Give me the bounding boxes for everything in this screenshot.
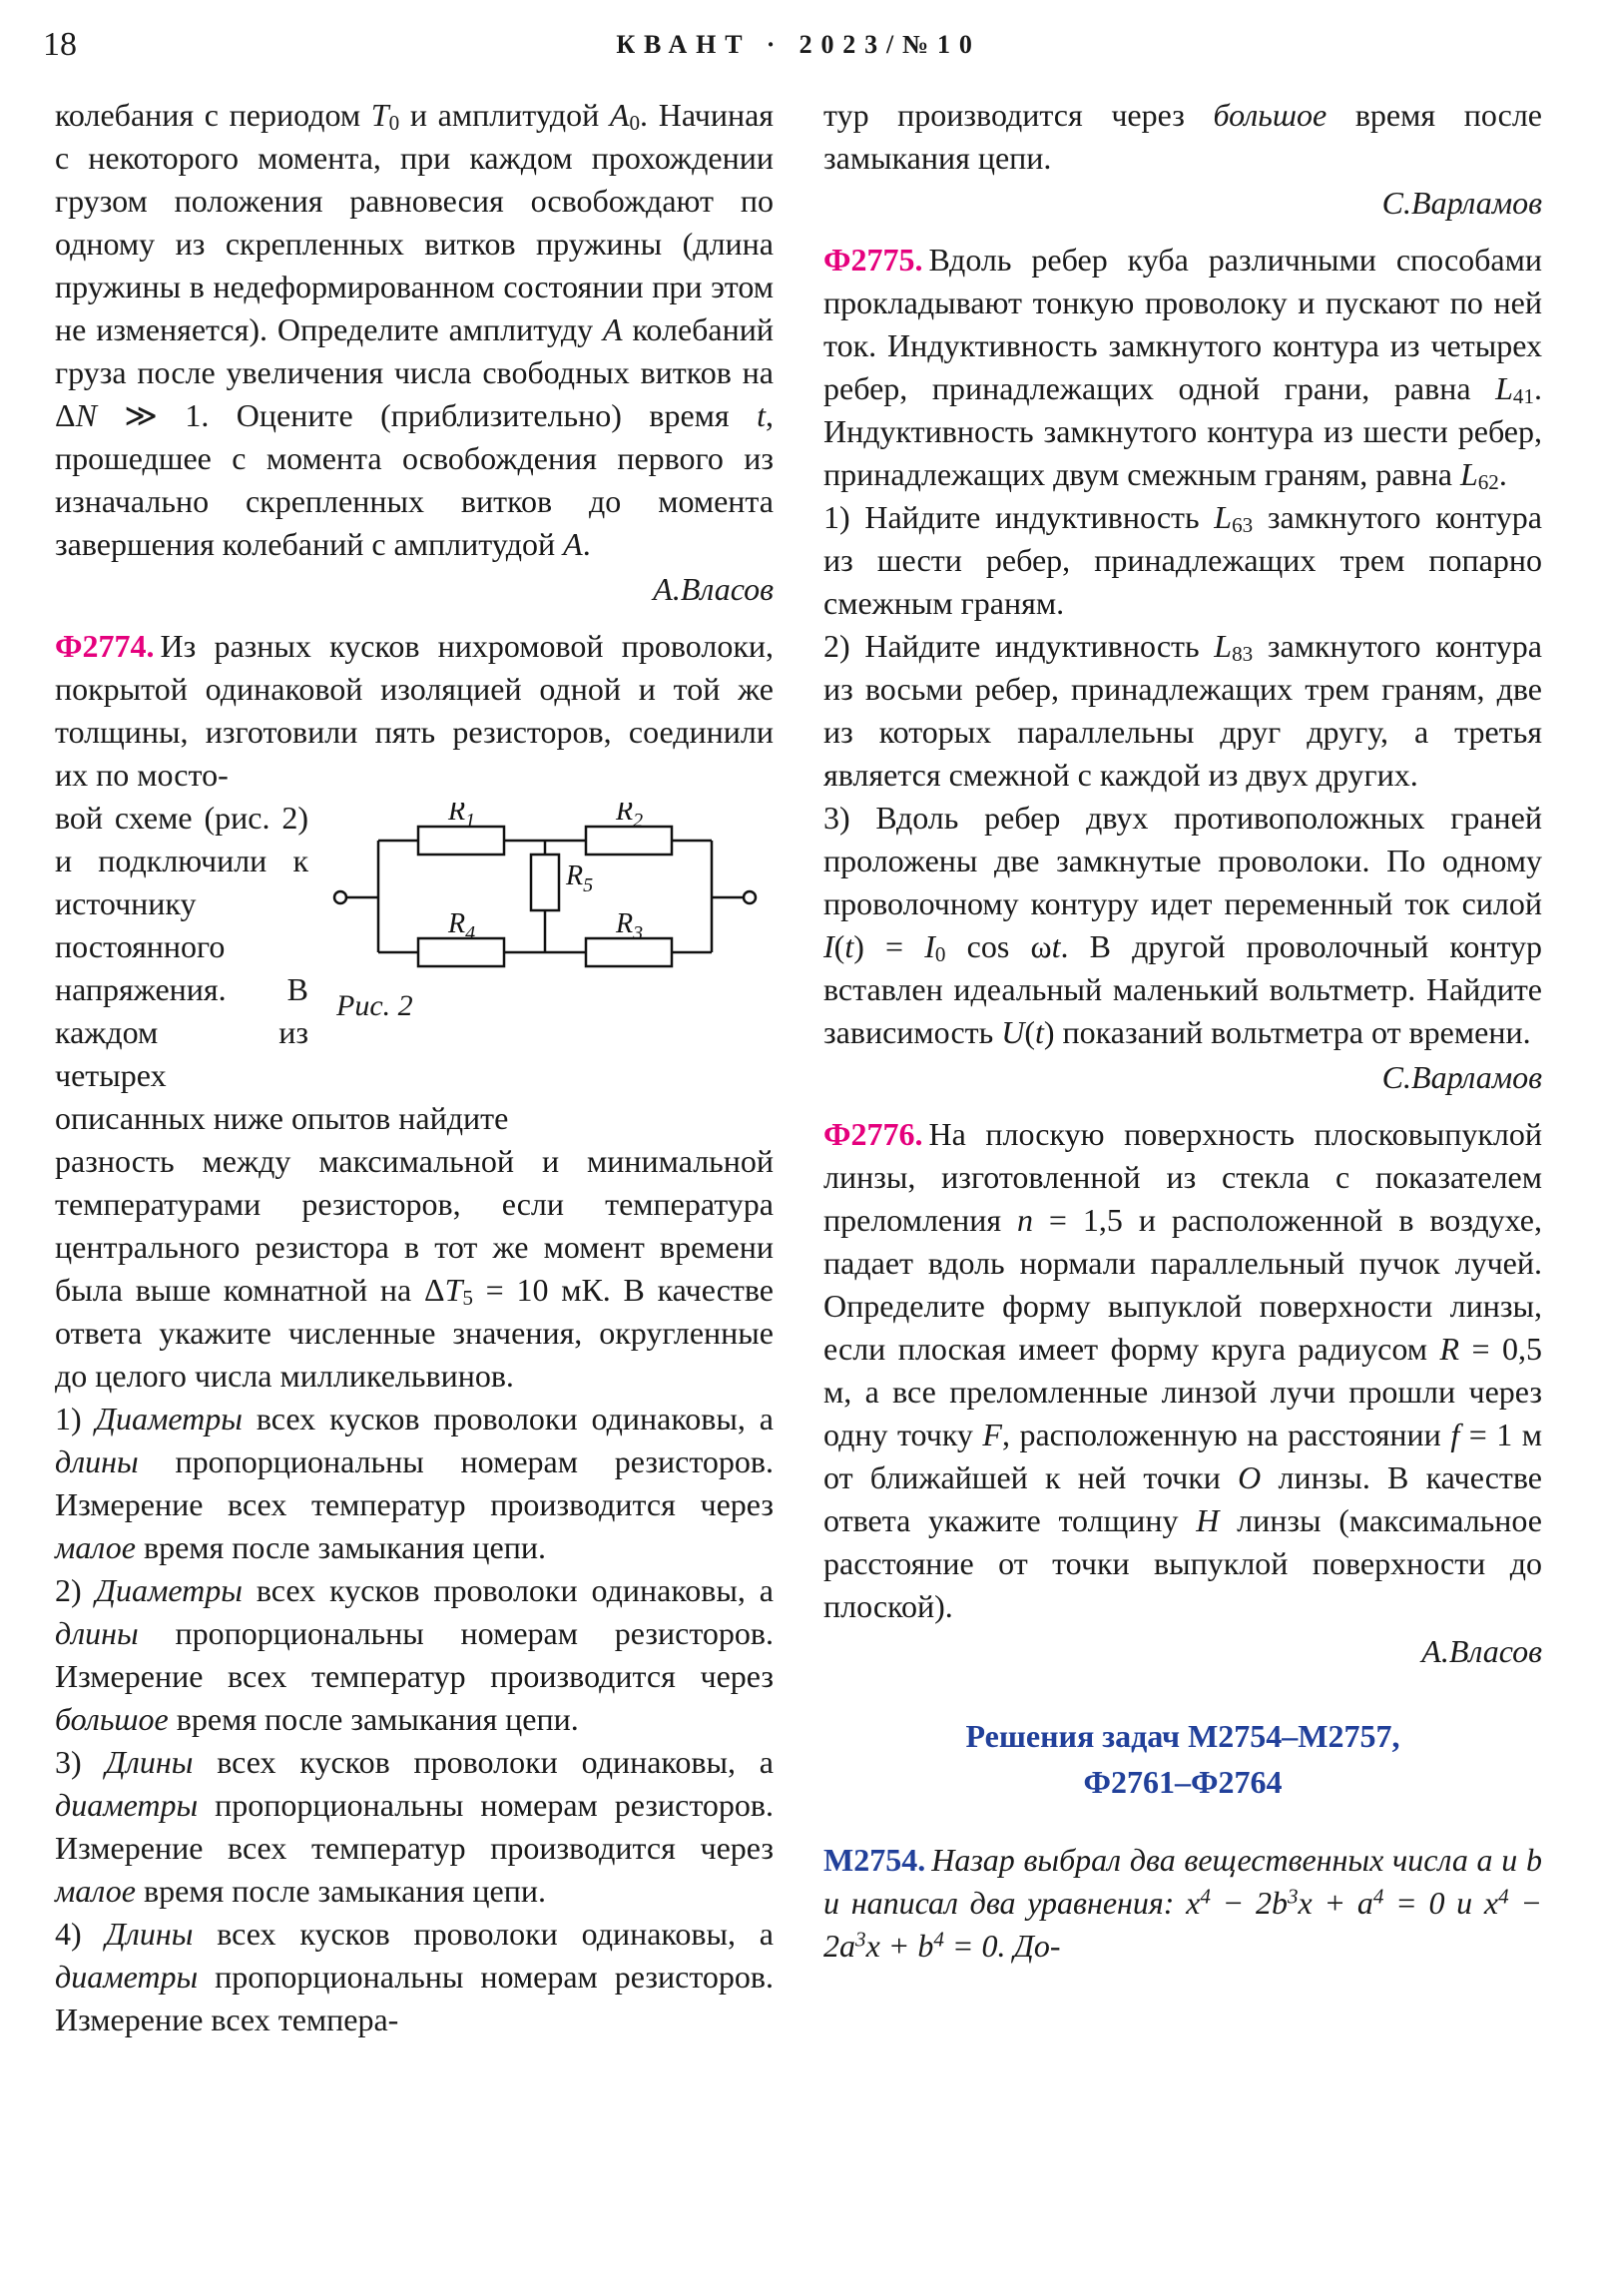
f2774-continued-text: тур производится через большое время после замыкания цепи. xyxy=(823,97,1543,176)
f2776-text: На плоскую поверхность плосковыпуклой линзы, изготовленной из стекла с показателем преломления n = 1,5 и расположенной в воздухе, падает вдоль нормали параллельный пучок лучей. Определите форму выпуклой поверхности линзы, если плоская имеет форму круга радиусом R = 0,5 м, а все преломленные линзой лучи прошли через одну точку F, расположенную на расстоянии f = 1 м от ближайшей к ней точки O линзы. В качестве ответа укажите толщину H линзы (максимальное расстояние от точки выпуклой поверхности до плоской). xyxy=(823,1116,1543,1624)
f2775-item-1: 1) Найдите индуктивность $L_{63}$ замкнутого контура из шести ребер, принадлежащих трем попарно смежным граням. xyxy=(823,499,1542,621)
resistor-r2-box xyxy=(586,827,672,855)
f2774-figure-wrap xyxy=(55,797,774,1140)
author-signature-varlamov-2: С.Варламов xyxy=(1381,1059,1542,1095)
f2774-item-4: 4) Длины всех кусков проволоки одинаковы, а диаметры пропорциональны номерам резисторов. Измерение всех темпера- xyxy=(55,1916,775,2037)
label-r2: $R_2$ xyxy=(616,803,644,832)
f2774-text-part3: разность между максимальной и минимальной температурами резисторов, если температура центрального резистора в тот же момент времени была выше комнатной на $\Delta T_5 = 10$ мК. В качестве ответа укажите численные значения, округленные до целого числа милликельвинов. xyxy=(55,1143,775,1394)
label-r4: $R_4$ xyxy=(448,908,476,944)
f2775-intro-text: Вдоль ребер куба различными способами прокладывают тонкую проволоку и пускают по ней ток. Индуктивность замкнутого контура из четырех ребер, принадлежащих одной грани, равна $L_{41}$. Индуктивность замкнутого контура из шести ребер, принадлежащих двум смежным граням, равна $L_{62}$. xyxy=(823,242,1542,495)
right-column xyxy=(823,94,1542,2041)
author-signature-vlasov-2: А.Власов xyxy=(1421,1633,1542,1669)
circuit-figure xyxy=(322,803,774,1027)
problem-f2774 xyxy=(55,625,774,797)
label-r1: $R_1$ xyxy=(448,803,476,832)
problem-number-f2774: Ф2774. xyxy=(55,628,155,664)
solutions-heading-line2: Ф2761–Ф2764 xyxy=(1083,1764,1283,1800)
right-terminal xyxy=(744,891,756,903)
solutions-heading xyxy=(823,1713,1542,1805)
f2774-text-part2: вой схеме (рис. 2) и подключили к источнику постоянного напряжения. В каждом из четырех описанных ниже опытов найдите xyxy=(55,800,509,1136)
solutions-heading-line1: Решения задач М2754–М2757, xyxy=(965,1718,1400,1754)
problem-m2754 xyxy=(823,1839,1542,1968)
problem-f2776 xyxy=(823,1113,1542,1628)
bridge-circuit-svg xyxy=(330,803,760,974)
figure-caption: Рис. 2 xyxy=(336,989,413,1022)
label-r5: $R_5$ xyxy=(566,861,594,896)
f2774-text-part1: Из разных кусков нихромовой проволоки, покрытой одинаковой изоляцией одной и той же толщины, изготовили пять резисторов, соединили их по мосто- xyxy=(55,628,774,793)
author-signature-varlamov-1: С.Варламов xyxy=(1381,185,1542,221)
two-column-layout xyxy=(55,94,1542,2041)
resistor-r3-box xyxy=(586,938,672,966)
f2774-item-2: 2) Диаметры всех кусков проволоки одинаковы, а длины пропорциональны номерам резисторов. Измерение всех температур производится через большое время после замыкания цепи. xyxy=(55,1572,775,1737)
problem-number-f2775: Ф2775. xyxy=(823,242,923,278)
page-number: 18 xyxy=(43,26,77,63)
problem-continuation-text: колебания с периодом $T_0$ и амплитудой $A_0$. Начиная с некоторого момента, при каждом прохождении грузом положения равновесия освобождают по одному из скрепленных витков пружины (длина пружины в недеформированном состоянии при этом не изменяется). Определите амплитуду A колебаний груза после увеличения числа свободных витков на ΔN ≫ 1. Оцените (приблизительно) время t, прошедшее с момента освобождения первого из изначально скрепленных витков до момента завершения колебаний с амплитудой A. xyxy=(55,97,775,562)
left-terminal xyxy=(334,891,346,903)
f2774-item-3: 3) Длины всех кусков проволоки одинаковы, а диаметры пропорциональны номерам резисторов. Измерение всех температур производится через малое время после замыкания цепи. xyxy=(55,1744,775,1909)
problem-number-m2754: М2754. xyxy=(823,1842,926,1878)
left-column xyxy=(55,94,774,2041)
m2754-text: Назар выбрал два вещественных числа a и b и написал два уравнения: $x^4 - 2b^3x + a^4 = 0$ и $x^4 - 2a^3x + b^4 = 0$. До- xyxy=(823,1842,1542,1964)
resistor-r1-box xyxy=(418,827,504,855)
author-signature-vlasov: А.Власов xyxy=(653,571,774,607)
f2774-item-1: 1) Диаметры всех кусков проволоки одинаковы, а длины пропорциональны номерам резисторов. Измерение всех температур производится через малое время после замыкания цепи. xyxy=(55,1401,775,1565)
label-r3: $R_3$ xyxy=(616,908,644,944)
page-header xyxy=(43,26,1542,78)
f2775-item-2: 2) Найдите индуктивность $L_{83}$ замкнутого контура из восьми ребер, принадлежащих трем граням, две из которых параллельны друг другу, а третья является смежной с каждой из двух других. xyxy=(823,628,1542,793)
resistor-r4-box xyxy=(418,938,504,966)
f2775-item-3: 3) Вдоль ребер двух противоположных граней проложены две замкнутые проволоки. По одному проволочному контуру идет переменный ток силой $I(t) = I_0$ cos ωt. В другой проволочный контур вставлен идеальный маленький вольтметр. Найдите зависимость U(t) показаний вольтметра от времени. xyxy=(823,800,1543,1050)
circuit-wires xyxy=(334,827,756,966)
problem-f2775 xyxy=(823,239,1542,496)
resistor-r5-box xyxy=(531,855,559,910)
journal-title: КВАНТ · 2023/№10 xyxy=(616,30,981,59)
problem-number-f2776: Ф2776. xyxy=(823,1116,923,1152)
